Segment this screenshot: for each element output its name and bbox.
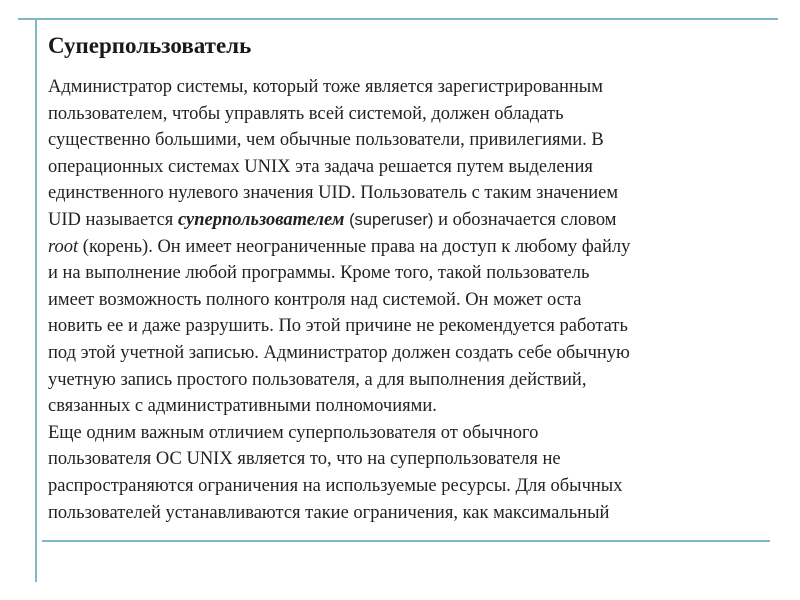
text-segment: имеет возможность полного контроля над системой. Он может оста <box>48 289 582 310</box>
text-line <box>48 313 768 340</box>
text-segment: под этой учетной записью. Администратор должен создать себе обычную <box>48 342 630 363</box>
text-segment: и обозначается словом <box>433 209 617 230</box>
italic-term: root <box>48 236 79 257</box>
text-segment: связанных с административными полномочиями. <box>48 396 437 417</box>
text-line <box>48 393 768 420</box>
text-segment: UID называется <box>48 209 178 230</box>
text-line <box>48 260 768 287</box>
text-line <box>48 74 768 101</box>
decorative-vertical-line <box>35 18 37 582</box>
text-segment: новить ее и даже разрушить. По этой причине не рекомендуется работать <box>48 316 628 337</box>
text-segment: и на выполнение любой программы. Кроме того, такой пользователь <box>48 263 590 284</box>
text-line <box>48 154 768 181</box>
text-segment: пользователей устанавливаются такие ограничения, как максимальный <box>48 502 610 523</box>
text-segment: операционных системах UNIX эта задача решается путем выделения <box>48 156 593 177</box>
text-segment: пользователя ОС UNIX является то, что на суперпользователя не <box>48 449 561 470</box>
text-line <box>48 446 768 473</box>
text-line <box>48 180 768 207</box>
text-segment: Еще одним важным отличием суперпользователя от обычного <box>48 422 539 443</box>
text-segment: учетную запись простого пользователя, а для выполнения действий, <box>48 369 587 390</box>
text-segment: существенно большими, чем обычные пользователи, привилегиями. В <box>48 130 604 151</box>
text-segment: пользователем, чтобы управлять всей системой, должен обладать <box>48 103 564 124</box>
text-line <box>48 234 768 261</box>
emphasized-term: суперпользователем <box>177 209 345 230</box>
text-segment: (корень). Он имеет неограниченные права на доступ к любому файлу <box>78 236 631 257</box>
text-line <box>48 473 768 500</box>
text-line <box>48 500 768 527</box>
text-line <box>48 340 768 367</box>
decorative-top-line <box>18 18 778 20</box>
slide-title: Суперпользователь <box>48 33 252 58</box>
decorative-bottom-line <box>42 540 770 542</box>
text-line <box>48 207 768 234</box>
slide-body <box>48 74 768 526</box>
text-segment: единственного нулевого значения UID. Пользователь с таким значением <box>48 183 619 204</box>
text-line <box>48 420 768 447</box>
english-term: (superuser) <box>349 210 434 229</box>
text-line <box>48 367 768 394</box>
text-line <box>48 287 768 314</box>
text-segment: Администратор системы, который тоже является зарегистрированным <box>48 77 603 97</box>
text-line <box>48 127 768 154</box>
text-segment: распространяются ограничения на используемые ресурсы. Для обычных <box>48 475 623 496</box>
text-line <box>48 101 768 128</box>
